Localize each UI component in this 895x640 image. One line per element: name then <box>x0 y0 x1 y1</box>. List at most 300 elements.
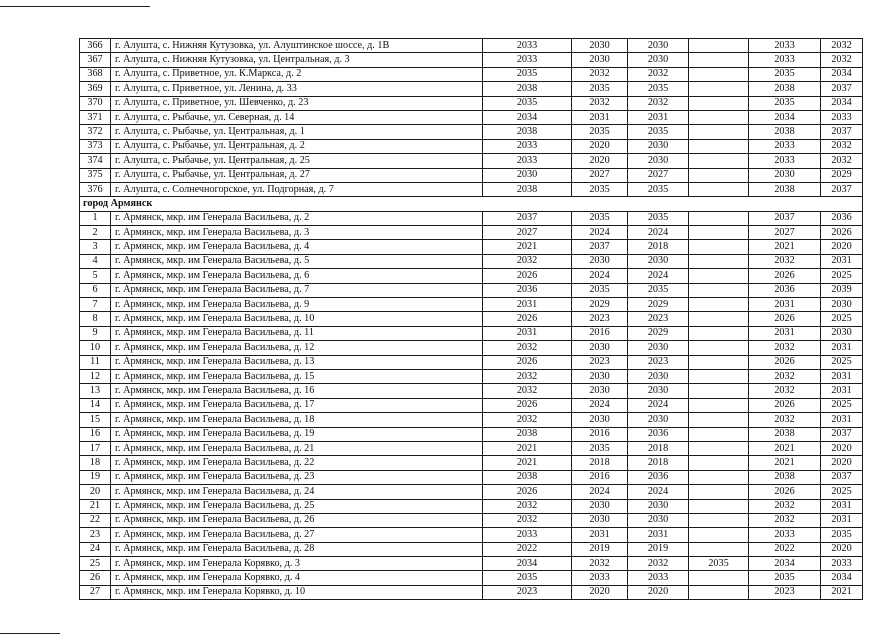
value-4-cell <box>689 413 749 427</box>
value-1-cell: 2032 <box>483 499 572 513</box>
row-number-cell: 366 <box>80 39 111 53</box>
value-1-cell: 2032 <box>483 384 572 398</box>
value-6-cell: 2030 <box>821 298 863 312</box>
value-5-cell: 2021 <box>749 441 821 455</box>
value-5-cell: 2022 <box>749 542 821 556</box>
value-6-cell: 2037 <box>821 182 863 196</box>
address-cell: г. Армянск, мкр. им Генерала Корявко, д. 4 <box>111 571 483 585</box>
value-1-cell: 2038 <box>483 470 572 484</box>
row-number-cell: 8 <box>80 312 111 326</box>
value-3-cell: 2035 <box>628 211 689 225</box>
value-2-cell: 2030 <box>572 413 628 427</box>
value-1-cell: 2031 <box>483 298 572 312</box>
address-cell: г. Армянск, мкр. им Генерала Васильева, д. 4 <box>111 240 483 254</box>
table-row <box>80 355 863 369</box>
value-5-cell: 2032 <box>749 413 821 427</box>
value-2-cell: 2029 <box>572 298 628 312</box>
value-5-cell: 2026 <box>749 485 821 499</box>
value-6-cell: 2031 <box>821 513 863 527</box>
value-5-cell: 2036 <box>749 283 821 297</box>
value-2-cell: 2035 <box>572 211 628 225</box>
address-cell: г. Армянск, мкр. им Генерала Васильева, д. 7 <box>111 283 483 297</box>
value-6-cell: 2025 <box>821 485 863 499</box>
value-5-cell: 2031 <box>749 298 821 312</box>
value-3-cell: 2031 <box>628 528 689 542</box>
row-number-cell: 372 <box>80 125 111 139</box>
value-5-cell: 2034 <box>749 557 821 571</box>
address-cell: г. Армянск, мкр. им Генерала Васильева, д. 21 <box>111 441 483 455</box>
value-5-cell: 2032 <box>749 499 821 513</box>
value-3-cell: 2036 <box>628 470 689 484</box>
value-4-cell <box>689 82 749 96</box>
value-5-cell: 2037 <box>749 211 821 225</box>
value-5-cell: 2034 <box>749 110 821 124</box>
value-4-cell <box>689 110 749 124</box>
table-row <box>80 53 863 67</box>
value-3-cell: 2036 <box>628 427 689 441</box>
value-3-cell: 2030 <box>628 341 689 355</box>
value-2-cell: 2024 <box>572 226 628 240</box>
value-2-cell: 2030 <box>572 341 628 355</box>
row-number-cell: 368 <box>80 67 111 81</box>
value-1-cell: 2035 <box>483 571 572 585</box>
value-1-cell: 2033 <box>483 528 572 542</box>
table-row <box>80 542 863 556</box>
value-5-cell: 2033 <box>749 39 821 53</box>
value-2-cell: 2030 <box>572 384 628 398</box>
row-number-cell: 2 <box>80 226 111 240</box>
row-number-cell: 14 <box>80 398 111 412</box>
value-3-cell: 2032 <box>628 557 689 571</box>
value-4-cell <box>689 571 749 585</box>
value-3-cell: 2030 <box>628 139 689 153</box>
address-cell: г. Алушта, с. Нижняя Кутузовка, ул. Центральная, д. 3 <box>111 53 483 67</box>
value-3-cell: 2029 <box>628 326 689 340</box>
value-2-cell: 2035 <box>572 182 628 196</box>
value-4-cell <box>689 355 749 369</box>
row-number-cell: 4 <box>80 254 111 268</box>
value-1-cell: 2032 <box>483 513 572 527</box>
value-3-cell: 2024 <box>628 398 689 412</box>
value-4-cell: 2035 <box>689 557 749 571</box>
address-cell: г. Армянск, мкр. им Генерала Васильева, д. 9 <box>111 298 483 312</box>
row-number-cell: 19 <box>80 470 111 484</box>
value-6-cell: 2037 <box>821 82 863 96</box>
value-4-cell <box>689 470 749 484</box>
value-5-cell: 2032 <box>749 369 821 383</box>
value-3-cell: 2027 <box>628 168 689 182</box>
table-row <box>80 254 863 268</box>
value-4-cell <box>689 456 749 470</box>
value-2-cell: 2035 <box>572 82 628 96</box>
value-5-cell: 2035 <box>749 67 821 81</box>
table-row <box>80 139 863 153</box>
value-4-cell <box>689 585 749 599</box>
value-6-cell: 2037 <box>821 470 863 484</box>
table-row <box>80 240 863 254</box>
value-4-cell <box>689 427 749 441</box>
value-6-cell: 2025 <box>821 398 863 412</box>
value-3-cell: 2023 <box>628 355 689 369</box>
value-1-cell: 2033 <box>483 39 572 53</box>
value-3-cell: 2030 <box>628 53 689 67</box>
value-5-cell: 2033 <box>749 53 821 67</box>
table-row <box>80 298 863 312</box>
value-4-cell <box>689 312 749 326</box>
table-row <box>80 513 863 527</box>
value-3-cell: 2030 <box>628 154 689 168</box>
row-number-cell: 375 <box>80 168 111 182</box>
table-row <box>80 470 863 484</box>
value-6-cell: 2020 <box>821 240 863 254</box>
value-6-cell: 2031 <box>821 369 863 383</box>
table-body <box>80 39 863 600</box>
value-3-cell: 2018 <box>628 456 689 470</box>
value-3-cell: 2035 <box>628 125 689 139</box>
value-2-cell: 2027 <box>572 168 628 182</box>
table-row <box>80 341 863 355</box>
value-6-cell: 2032 <box>821 139 863 153</box>
value-5-cell: 2032 <box>749 513 821 527</box>
value-4-cell <box>689 283 749 297</box>
address-cell: г. Армянск, мкр. им Генерала Васильева, д. 18 <box>111 413 483 427</box>
value-4-cell <box>689 154 749 168</box>
address-cell: г. Алушта, с. Рыбачье, ул. Центральная, д. 25 <box>111 154 483 168</box>
table-row <box>80 499 863 513</box>
value-2-cell: 2032 <box>572 96 628 110</box>
table-row <box>80 326 863 340</box>
value-1-cell: 2026 <box>483 312 572 326</box>
value-4-cell <box>689 226 749 240</box>
address-cell: г. Армянск, мкр. им Генерала Васильева, д. 13 <box>111 355 483 369</box>
row-number-cell: 370 <box>80 96 111 110</box>
value-1-cell: 2021 <box>483 240 572 254</box>
value-6-cell: 2031 <box>821 413 863 427</box>
row-number-cell: 18 <box>80 456 111 470</box>
value-5-cell: 2035 <box>749 96 821 110</box>
value-2-cell: 2016 <box>572 427 628 441</box>
value-2-cell: 2035 <box>572 441 628 455</box>
value-1-cell: 2021 <box>483 441 572 455</box>
value-1-cell: 2032 <box>483 254 572 268</box>
value-5-cell: 2023 <box>749 585 821 599</box>
table-row <box>80 384 863 398</box>
table-row <box>80 110 863 124</box>
address-cell: г. Армянск, мкр. им Генерала Васильева, д. 3 <box>111 226 483 240</box>
table-row <box>80 154 863 168</box>
table-row <box>80 557 863 571</box>
value-1-cell: 2031 <box>483 326 572 340</box>
row-number-cell: 369 <box>80 82 111 96</box>
row-number-cell: 12 <box>80 369 111 383</box>
value-1-cell: 2032 <box>483 413 572 427</box>
value-5-cell: 2038 <box>749 125 821 139</box>
address-cell: г. Армянск, мкр. им Генерала Васильева, д. 28 <box>111 542 483 556</box>
value-3-cell: 2030 <box>628 369 689 383</box>
row-number-cell: 25 <box>80 557 111 571</box>
value-1-cell: 2034 <box>483 110 572 124</box>
table-row <box>80 211 863 225</box>
address-cell: г. Армянск, мкр. им Генерала Корявко, д. 10 <box>111 585 483 599</box>
value-3-cell: 2029 <box>628 298 689 312</box>
value-2-cell: 2032 <box>572 67 628 81</box>
address-cell: г. Алушта, с. Рыбачье, ул. Центральная, д. 1 <box>111 125 483 139</box>
value-3-cell: 2035 <box>628 283 689 297</box>
value-4-cell <box>689 341 749 355</box>
value-2-cell: 2033 <box>572 571 628 585</box>
row-number-cell: 1 <box>80 211 111 225</box>
value-1-cell: 2026 <box>483 269 572 283</box>
value-5-cell: 2033 <box>749 139 821 153</box>
table-row <box>80 528 863 542</box>
row-number-cell: 373 <box>80 139 111 153</box>
value-1-cell: 2026 <box>483 485 572 499</box>
value-2-cell: 2035 <box>572 125 628 139</box>
row-number-cell: 11 <box>80 355 111 369</box>
value-4-cell <box>689 384 749 398</box>
table-row <box>80 182 863 196</box>
row-number-cell: 15 <box>80 413 111 427</box>
value-4-cell <box>689 254 749 268</box>
value-3-cell: 2024 <box>628 269 689 283</box>
address-cell: г. Армянск, мкр. им Генерала Васильева, д. 26 <box>111 513 483 527</box>
address-cell: г. Алушта, с. Солнечногорское, ул. Подгорная, д. 7 <box>111 182 483 196</box>
row-number-cell: 26 <box>80 571 111 585</box>
value-5-cell: 2032 <box>749 341 821 355</box>
value-1-cell: 2023 <box>483 585 572 599</box>
value-2-cell: 2030 <box>572 499 628 513</box>
value-5-cell: 2038 <box>749 427 821 441</box>
value-6-cell: 2032 <box>821 154 863 168</box>
value-3-cell: 2018 <box>628 240 689 254</box>
document-table <box>79 38 863 600</box>
address-cell: г. Армянск, мкр. им Генерала Васильева, д. 5 <box>111 254 483 268</box>
value-3-cell: 2030 <box>628 39 689 53</box>
value-3-cell: 2035 <box>628 82 689 96</box>
value-6-cell: 2035 <box>821 528 863 542</box>
row-number-cell: 367 <box>80 53 111 67</box>
value-6-cell: 2032 <box>821 39 863 53</box>
value-1-cell: 2026 <box>483 398 572 412</box>
value-3-cell: 2030 <box>628 513 689 527</box>
row-number-cell: 376 <box>80 182 111 196</box>
value-6-cell: 2039 <box>821 283 863 297</box>
table-row <box>80 96 863 110</box>
value-2-cell: 2024 <box>572 485 628 499</box>
value-2-cell: 2030 <box>572 369 628 383</box>
value-6-cell: 2026 <box>821 226 863 240</box>
value-4-cell <box>689 39 749 53</box>
table-row <box>80 485 863 499</box>
value-5-cell: 2032 <box>749 384 821 398</box>
value-5-cell: 2038 <box>749 82 821 96</box>
row-number-cell: 9 <box>80 326 111 340</box>
value-6-cell: 2033 <box>821 110 863 124</box>
value-5-cell: 2026 <box>749 355 821 369</box>
table-row <box>80 226 863 240</box>
value-4-cell <box>689 240 749 254</box>
value-2-cell: 2032 <box>572 557 628 571</box>
value-6-cell: 2020 <box>821 456 863 470</box>
row-number-cell: 5 <box>80 269 111 283</box>
value-6-cell: 2020 <box>821 441 863 455</box>
value-4-cell <box>689 369 749 383</box>
value-5-cell: 2033 <box>749 154 821 168</box>
value-5-cell: 2035 <box>749 571 821 585</box>
value-1-cell: 2038 <box>483 82 572 96</box>
value-5-cell: 2038 <box>749 182 821 196</box>
value-1-cell: 2033 <box>483 139 572 153</box>
table-row <box>80 398 863 412</box>
table-row <box>80 585 863 599</box>
address-cell: г. Алушта, с. Приветное, ул. Ленина, д. 33 <box>111 82 483 96</box>
address-cell: г. Армянск, мкр. им Генерала Васильева, д. 11 <box>111 326 483 340</box>
value-3-cell: 2019 <box>628 542 689 556</box>
row-number-cell: 3 <box>80 240 111 254</box>
row-number-cell: 7 <box>80 298 111 312</box>
value-6-cell: 2021 <box>821 585 863 599</box>
value-4-cell <box>689 441 749 455</box>
value-4-cell <box>689 513 749 527</box>
value-2-cell: 2019 <box>572 542 628 556</box>
value-5-cell: 2033 <box>749 528 821 542</box>
value-4-cell <box>689 298 749 312</box>
value-3-cell: 2030 <box>628 413 689 427</box>
value-2-cell: 2031 <box>572 528 628 542</box>
value-4-cell <box>689 398 749 412</box>
address-cell: г. Армянск, мкр. им Генерала Васильева, д. 17 <box>111 398 483 412</box>
value-3-cell: 2030 <box>628 384 689 398</box>
section-heading: город Армянск <box>80 197 863 211</box>
value-6-cell: 2034 <box>821 96 863 110</box>
value-4-cell <box>689 125 749 139</box>
value-1-cell: 2034 <box>483 557 572 571</box>
address-cell: г. Армянск, мкр. им Генерала Васильева, д. 27 <box>111 528 483 542</box>
table-row <box>80 67 863 81</box>
table-row <box>80 82 863 96</box>
value-2-cell: 2018 <box>572 456 628 470</box>
value-1-cell: 2022 <box>483 542 572 556</box>
value-3-cell: 2024 <box>628 226 689 240</box>
row-number-cell: 16 <box>80 427 111 441</box>
value-2-cell: 2024 <box>572 269 628 283</box>
value-4-cell <box>689 269 749 283</box>
value-3-cell: 2020 <box>628 585 689 599</box>
value-4-cell <box>689 485 749 499</box>
value-4-cell <box>689 499 749 513</box>
row-number-cell: 27 <box>80 585 111 599</box>
section-heading-row <box>80 197 863 211</box>
value-6-cell: 2037 <box>821 427 863 441</box>
value-1-cell: 2032 <box>483 341 572 355</box>
value-6-cell: 2032 <box>821 53 863 67</box>
value-3-cell: 2024 <box>628 485 689 499</box>
address-cell: г. Армянск, мкр. им Генерала Васильева, д. 12 <box>111 341 483 355</box>
value-3-cell: 2032 <box>628 96 689 110</box>
row-number-cell: 22 <box>80 513 111 527</box>
table-row <box>80 283 863 297</box>
table-row <box>80 312 863 326</box>
value-1-cell: 2035 <box>483 67 572 81</box>
value-6-cell: 2034 <box>821 67 863 81</box>
table-row <box>80 125 863 139</box>
value-6-cell: 2036 <box>821 211 863 225</box>
row-number-cell: 24 <box>80 542 111 556</box>
table-row <box>80 39 863 53</box>
value-2-cell: 2016 <box>572 326 628 340</box>
value-5-cell: 2027 <box>749 226 821 240</box>
value-2-cell: 2023 <box>572 355 628 369</box>
value-5-cell: 2032 <box>749 254 821 268</box>
value-3-cell: 2031 <box>628 110 689 124</box>
table-row <box>80 571 863 585</box>
value-1-cell: 2037 <box>483 211 572 225</box>
value-2-cell: 2020 <box>572 154 628 168</box>
scan-edge-top <box>0 6 150 7</box>
value-2-cell: 2030 <box>572 254 628 268</box>
value-4-cell <box>689 139 749 153</box>
address-cell: г. Армянск, мкр. им Генерала Васильева, д. 15 <box>111 369 483 383</box>
value-2-cell: 2020 <box>572 139 628 153</box>
value-5-cell: 2026 <box>749 398 821 412</box>
address-cell: г. Армянск, мкр. им Генерала Васильева, д. 25 <box>111 499 483 513</box>
address-cell: г. Армянск, мкр. им Генерала Васильева, д. 16 <box>111 384 483 398</box>
value-1-cell: 2038 <box>483 182 572 196</box>
value-6-cell: 2031 <box>821 254 863 268</box>
table-row <box>80 413 863 427</box>
address-cell: г. Алушта, с. Приветное, ул. Шевченко, д. 23 <box>111 96 483 110</box>
value-4-cell <box>689 168 749 182</box>
value-5-cell: 2021 <box>749 240 821 254</box>
value-4-cell <box>689 528 749 542</box>
address-cell: г. Армянск, мкр. им Генерала Васильева, д. 2 <box>111 211 483 225</box>
address-cell: г. Армянск, мкр. им Генерала Васильева, д. 6 <box>111 269 483 283</box>
row-number-cell: 10 <box>80 341 111 355</box>
value-4-cell <box>689 326 749 340</box>
value-5-cell: 2031 <box>749 326 821 340</box>
value-1-cell: 2026 <box>483 355 572 369</box>
value-4-cell <box>689 182 749 196</box>
address-cell: г. Алушта, с. Приветное, ул. К.Маркса, д. 2 <box>111 67 483 81</box>
value-4-cell <box>689 542 749 556</box>
value-1-cell: 2030 <box>483 168 572 182</box>
row-number-cell: 13 <box>80 384 111 398</box>
address-cell: г. Алушта, с. Рыбачье, ул. Центральная, д. 27 <box>111 168 483 182</box>
address-cell: г. Армянск, мкр. им Генерала Васильева, д. 10 <box>111 312 483 326</box>
value-5-cell: 2030 <box>749 168 821 182</box>
value-2-cell: 2030 <box>572 53 628 67</box>
value-1-cell: 2021 <box>483 456 572 470</box>
value-6-cell: 2025 <box>821 312 863 326</box>
value-2-cell: 2037 <box>572 240 628 254</box>
value-6-cell: 2025 <box>821 269 863 283</box>
value-3-cell: 2018 <box>628 441 689 455</box>
address-cell: г. Армянск, мкр. им Генерала Корявко, д. 3 <box>111 557 483 571</box>
table-row <box>80 269 863 283</box>
value-4-cell <box>689 96 749 110</box>
value-6-cell: 2025 <box>821 355 863 369</box>
address-cell: г. Армянск, мкр. им Генерала Васильева, д. 24 <box>111 485 483 499</box>
table-row <box>80 168 863 182</box>
value-2-cell: 2030 <box>572 39 628 53</box>
scan-edge-bottom <box>0 633 60 634</box>
value-6-cell: 2031 <box>821 341 863 355</box>
address-cell: г. Алушта, с. Нижняя Кутузовка, ул. Алуштинское шоссе, д. 1В <box>111 39 483 53</box>
address-cell: г. Армянск, мкр. им Генерала Васильева, д. 19 <box>111 427 483 441</box>
row-number-cell: 23 <box>80 528 111 542</box>
value-6-cell: 2029 <box>821 168 863 182</box>
value-3-cell: 2030 <box>628 254 689 268</box>
